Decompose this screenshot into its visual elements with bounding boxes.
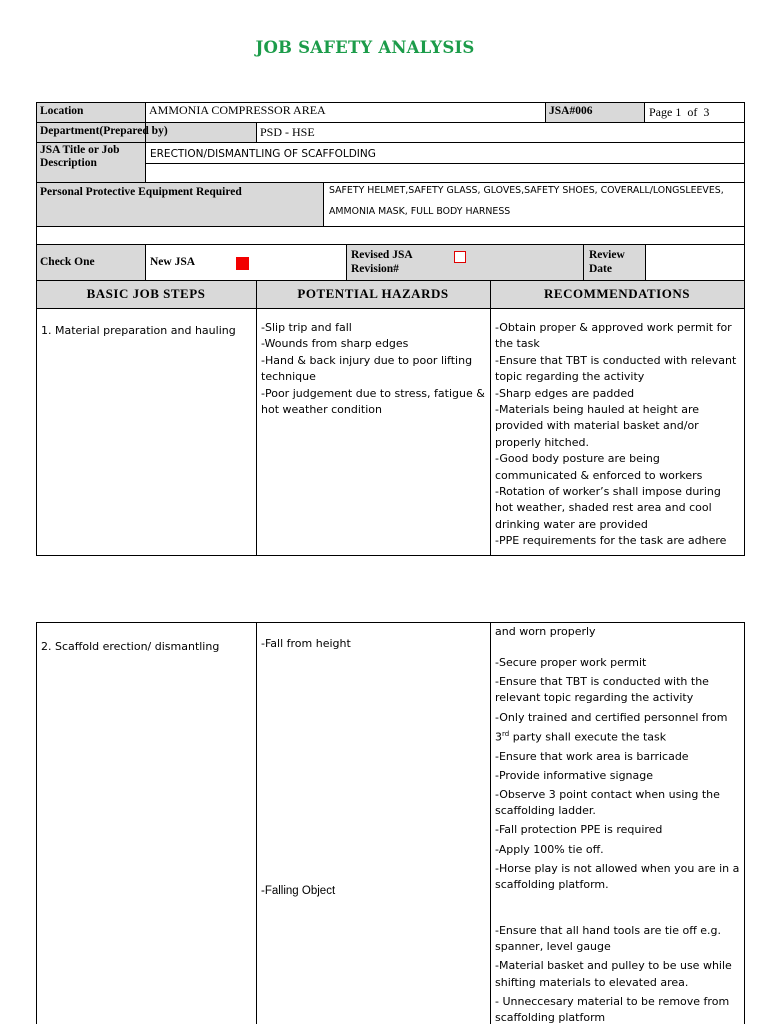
revised-jsa-checkbox[interactable] [454, 251, 466, 263]
document-title: JOB SAFETY ANALYSIS [255, 38, 475, 57]
jsa-title-label: JSA Title or Job Description [40, 144, 120, 169]
recommendations-fall-from-height [495, 655, 742, 896]
hazard-item: -Poor judgement due to stress, fatigue & hot weather condition [261, 386, 485, 417]
jsa-number: JSA#006 [549, 105, 593, 117]
hazards-step-1 [261, 320, 486, 418]
recommendation-item: -Sharp edges are padded [495, 386, 635, 400]
column-header-steps: BASIC JOB STEPS [86, 286, 206, 301]
step-2: 2. Scaffold erection/ dismantling [41, 640, 220, 653]
recommendation-item: - Unneccesary material to be remove from scaffolding platform [495, 994, 730, 1025]
hazard-item: -Hand & back injury due to poor lifting technique [261, 353, 473, 384]
column-header-hazards: POTENTIAL HAZARDS [297, 286, 449, 301]
ppe-label: Personal Protective Equipment Required [40, 186, 242, 198]
revised-jsa-label [351, 248, 413, 276]
jsa-title-value: ERECTION/DISMANTLING OF SCAFFOLDING [150, 148, 376, 160]
recommendation-item: -Materials being hauled at height are provided with material basket and/or properly hitched. [495, 403, 700, 449]
review-label-line1: Review [589, 249, 625, 261]
hazard-fall-from-height: -Fall from height [261, 637, 351, 650]
recommendation-item: -Provide informative signage [495, 768, 654, 782]
recommendation-item: -Ensure that all hand tools are tie off e.g. spanner, level gauge [495, 924, 722, 954]
recommendation-item: -Observe 3 point contact when using the scaffolding ladder. [495, 788, 720, 818]
department-value: PSD - HSE [260, 125, 315, 139]
location-label: Location [40, 105, 84, 117]
hazard-item: -Slip trip and fall [261, 321, 352, 334]
ordinal-suffix: rd [502, 729, 510, 738]
step-1: 1. Material preparation and hauling [41, 324, 236, 337]
recommendation-item: -Horse play is not allowed when you are in a scaffolding platform. [495, 861, 740, 892]
recommendation-text: -Only trained and certified personnel from 3 [495, 710, 728, 744]
review-date-label [589, 248, 625, 276]
recommendation-item: -Obtain proper & approved work permit for the task [495, 321, 732, 351]
recommendation-item: -Material basket and pulley to be use while shifting materials to elevated area. [495, 959, 732, 989]
recommendation-item [495, 710, 742, 746]
date-label-line2: Date [589, 263, 612, 275]
revision-number-label: Revision# [351, 263, 399, 275]
recommendation-item: -Apply 100% tie off. [495, 842, 604, 856]
recommendations-falling-object [495, 923, 742, 1029]
hazard-falling-object: -Falling Object [261, 885, 336, 897]
new-jsa-checkbox[interactable] [236, 257, 249, 270]
revised-jsa-label-line1: Revised JSA [351, 249, 413, 261]
recommendation-item: -Rotation of worker’s shall impose during hot weather, shaded rest area and cool drinking water are provided [495, 485, 721, 531]
recommendation-item: -PPE requirements for the task are adhere [495, 534, 727, 548]
recommendation-text-rest: party shall execute the task [509, 730, 667, 744]
recommendations-step-1 [495, 320, 742, 550]
recommendation-item: -Ensure that TBT is conducted with relevant topic regarding the activity [495, 353, 737, 384]
department-label: Department(Prepared by) [40, 125, 168, 137]
recommendation-item: -Secure proper work permit [495, 656, 647, 669]
ppe-line-1: SAFETY HELMET,SAFETY GLASS, GLOVES,SAFETY SHOES, COVERALL/LONGSLEEVES, [329, 185, 724, 196]
recommendation-item: -Ensure that TBT is conducted with the relevant topic regarding the activity [495, 675, 709, 705]
recommendation-carry-over: and worn properly [495, 625, 596, 638]
new-jsa-label: New JSA [150, 256, 196, 268]
recommendation-item: -Good body posture are being communicated & enforced to workers [495, 452, 703, 482]
recommendation-item: -Ensure that work area is barricade [495, 749, 689, 763]
check-one-label: Check One [40, 256, 95, 268]
location-value: AMMONIA COMPRESSOR AREA [149, 103, 326, 117]
hazard-item: -Wounds from sharp edges [261, 337, 409, 351]
ppe-line-2: AMMONIA MASK, FULL BODY HARNESS [329, 206, 511, 217]
column-header-recommendations: RECOMMENDATIONS [544, 286, 690, 301]
recommendation-item: -Fall protection PPE is required [495, 823, 663, 837]
page-indicator: Page 1 of 3 [649, 105, 710, 119]
